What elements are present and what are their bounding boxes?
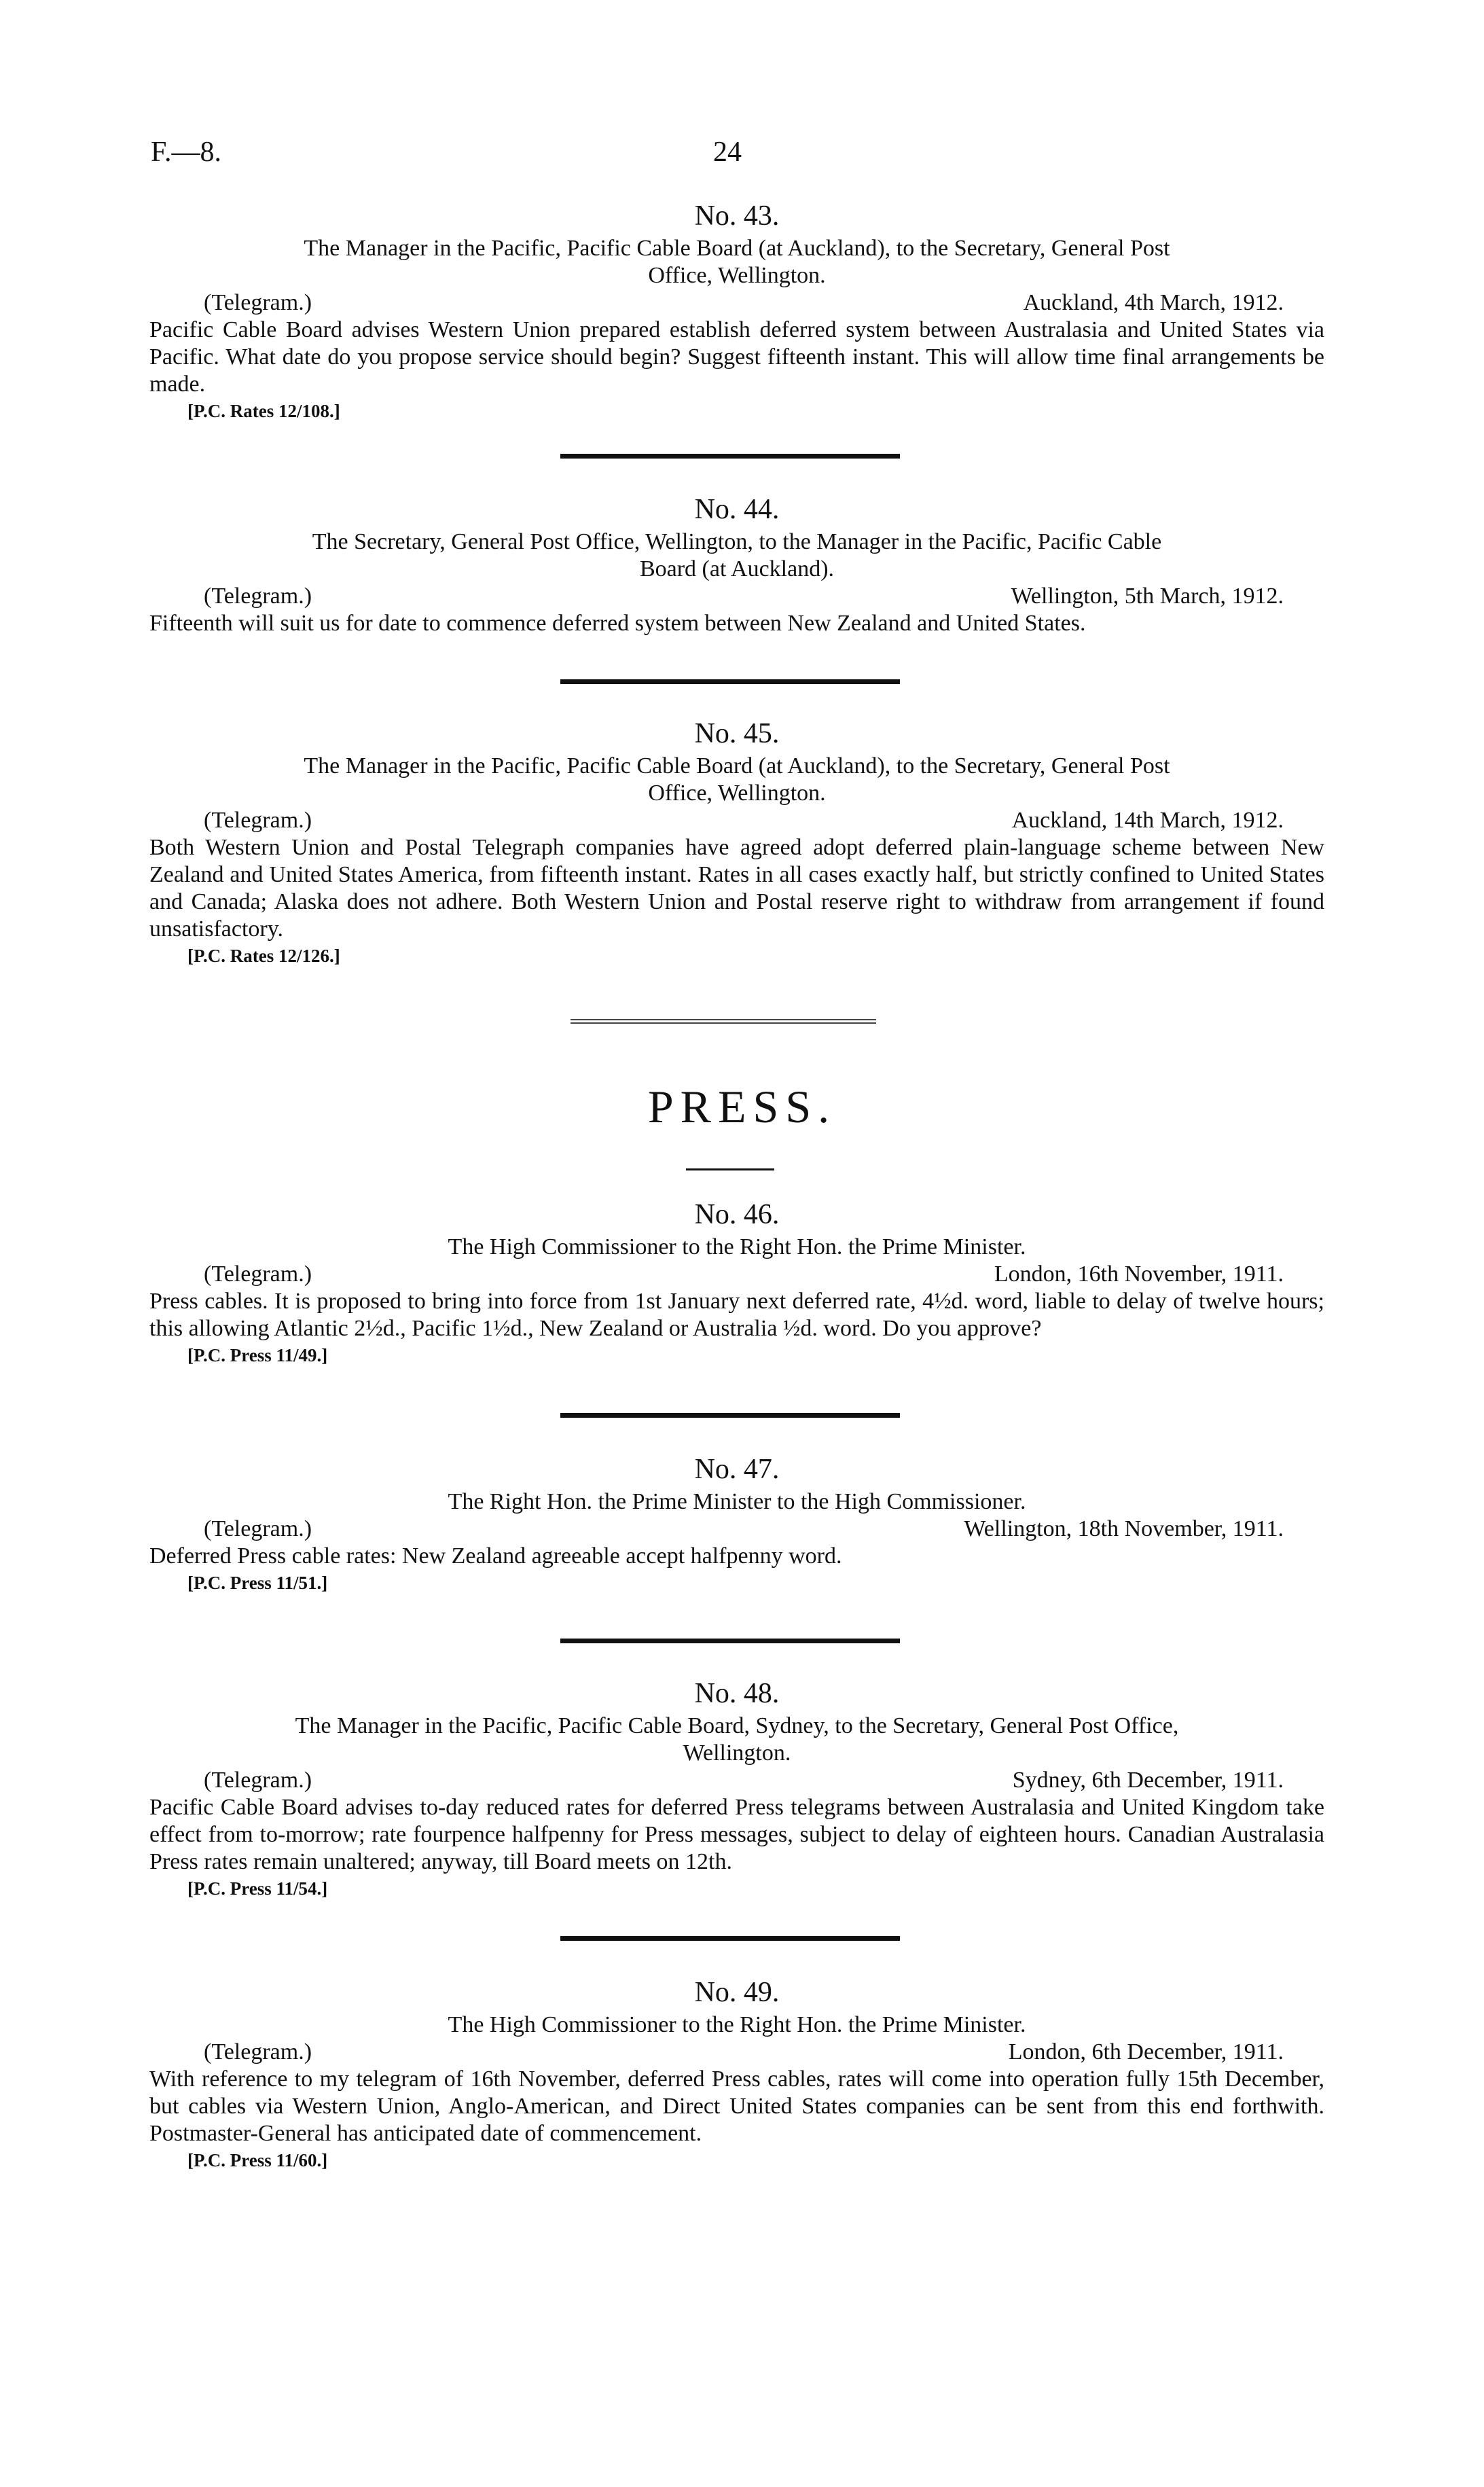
doc-reference: [P.C. Rates 12/126.]: [187, 946, 340, 966]
telegram-no-49: [149, 1973, 1324, 2172]
doc-heading-cont: Wellington.: [683, 1740, 791, 1766]
telegram-no-48: [149, 1675, 1324, 1900]
doc-place-date: Sydney, 6th December, 1911.: [1012, 1768, 1284, 1793]
doc-number: No. 46.: [694, 1199, 780, 1230]
doc-reference: [P.C. Press 11/51.]: [187, 1573, 328, 1593]
section-rule: [560, 1413, 900, 1418]
doc-type: (Telegram.): [204, 1516, 312, 1541]
doc-heading: The Manager in the Pacific, Pacific Cable Board (at Auckland), to the Secretary, General Post: [304, 753, 1170, 779]
series-number: F.—8.: [151, 137, 221, 168]
doc-heading: The Manager in the Pacific, Pacific Cable Board, Sydney, to the Secretary, General Post Office,: [295, 1713, 1179, 1738]
doc-type: (Telegram.): [204, 584, 312, 609]
doc-body: With reference to my telegram of 16th November, deferred Press cables, rates will come into operation fully 15th December, but cables via Western Union, Anglo-American, and Direct United States companies can be sent from this end forthwith. Postmaster-General has anticipated date of commencement.: [149, 2066, 1324, 2146]
doc-heading-cont: Office, Wellington.: [648, 781, 826, 806]
doc-place-date: Wellington, 18th November, 1911.: [964, 1516, 1284, 1541]
doc-place-date: London, 16th November, 1911.: [994, 1262, 1284, 1287]
doc-type: (Telegram.): [204, 2039, 312, 2064]
telegram-no-46: [149, 1196, 1324, 1367]
doc-heading: The High Commissioner to the Right Hon. the Prime Minister.: [448, 1234, 1026, 1259]
doc-reference: [P.C. Press 11/49.]: [187, 1345, 328, 1365]
doc-reference: [P.C. Press 11/54.]: [187, 1878, 328, 1899]
doc-number: No. 48.: [694, 1678, 780, 1709]
section-rule: [560, 1936, 900, 1941]
doc-body: Pacific Cable Board advises to-day reduced rates for deferred Press telegrams between Australasia and United Kingdom take effect from to-morrow; rate fourpence halfpenny for Press messages, subject to delay of eighteen hours. Canadian Australasia Press rates remain unaltered; anyway, till Board meets on 12th.: [149, 1795, 1324, 1874]
section-title: PRESS.: [647, 1081, 837, 1132]
doc-body: Both Western Union and Postal Telegraph companies have agreed adopt deferred plain-language scheme between New Zealand and United States America, from fifteenth instant. Rates in all cases exactly half, but strictly confined to United States and Canada; Alaska does not adhere. Both Western Union and Postal reserve right to withdraw from arrangement if found unsatisfactory.: [149, 835, 1324, 942]
doc-heading: The Secretary, General Post Office, Wellington, to the Manager in the Pacific, Pacific Cable: [312, 529, 1162, 554]
doc-heading: The High Commissioner to the Right Hon. the Prime Minister.: [448, 2012, 1026, 2037]
doc-number: No. 45.: [694, 718, 780, 749]
section-rule: [560, 454, 900, 459]
doc-reference: [P.C. Press 11/60.]: [187, 2150, 328, 2170]
doc-body: Press cables. It is proposed to bring into force from 1st January next deferred rate, 4½d. word, liable to delay of twelve hours; this allowing Atlantic 2½d., Pacific 1½d., New Zealand or Australia ½d. word. Do you approve?: [149, 1289, 1324, 1341]
doc-body: Fifteenth will suit us for date to commence deferred system between New Zealand and United States.: [149, 611, 1086, 636]
telegram-no-45: [149, 715, 1324, 967]
doc-number: No. 47.: [694, 1454, 780, 1485]
doc-place-date: London, 6th December, 1911.: [1008, 2039, 1284, 2064]
section-rule: [560, 1639, 900, 1643]
doc-heading-cont: Office, Wellington.: [648, 263, 826, 288]
doc-type: (Telegram.): [204, 1262, 312, 1287]
doc-type: (Telegram.): [204, 290, 312, 315]
telegram-no-44: [149, 490, 1324, 637]
doc-place-date: Auckland, 14th March, 1912.: [1011, 808, 1284, 833]
doc-type: (Telegram.): [204, 808, 312, 833]
doc-number: No. 49.: [694, 1977, 780, 2008]
doc-place-date: Auckland, 4th March, 1912.: [1023, 290, 1284, 315]
section-rule: [560, 679, 900, 684]
double-rule: [571, 1019, 876, 1024]
doc-body: Deferred Press cable rates: New Zealand agreeable accept halfpenny word.: [149, 1543, 842, 1569]
doc-reference: [P.C. Rates 12/108.]: [187, 401, 340, 421]
doc-place-date: Wellington, 5th March, 1912.: [1011, 584, 1284, 609]
page-number: 24: [713, 137, 742, 168]
telegram-no-43: [149, 197, 1324, 423]
doc-type: (Telegram.): [204, 1768, 312, 1793]
telegram-no-47: [149, 1450, 1324, 1594]
doc-number: No. 43.: [694, 200, 780, 232]
doc-heading: The Right Hon. the Prime Minister to the High Commissioner.: [448, 1489, 1026, 1514]
doc-heading: The Manager in the Pacific, Pacific Cable Board (at Auckland), to the Secretary, General Post: [304, 236, 1170, 261]
doc-body: Pacific Cable Board advises Western Union prepared establish deferred system between Australasia and United States via Pacific. What date do you propose service should begin? Suggest fifteenth instant. This will allow time final arrangements be made.: [149, 317, 1324, 397]
doc-number: No. 44.: [694, 494, 780, 525]
doc-heading-cont: Board (at Auckland).: [639, 556, 835, 582]
title-underline: [686, 1168, 774, 1170]
